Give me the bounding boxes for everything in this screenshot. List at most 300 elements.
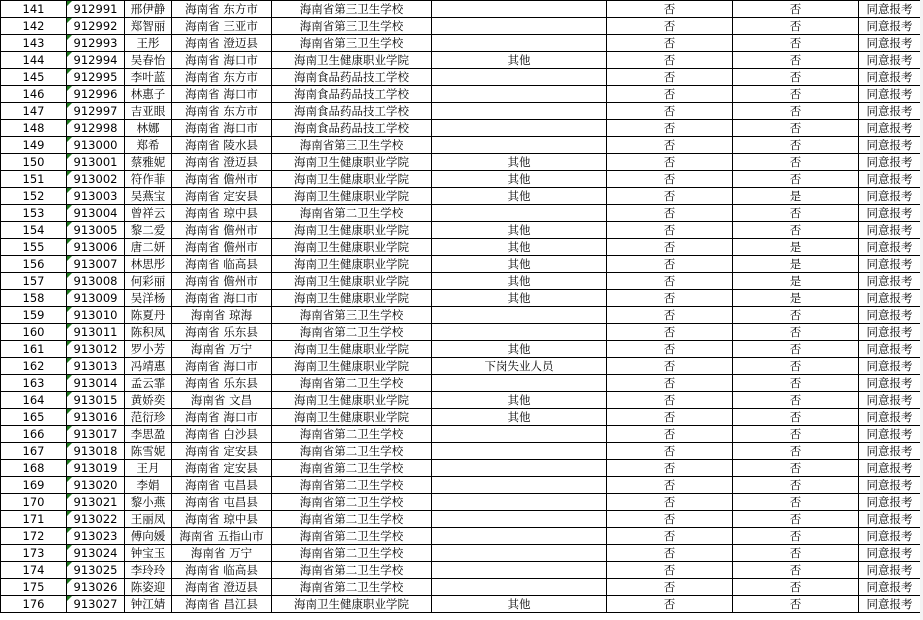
- status-cell[interactable]: 同意报考: [859, 545, 921, 562]
- category-cell[interactable]: [432, 86, 607, 103]
- id-cell[interactable]: 913009: [67, 290, 125, 307]
- address-cell[interactable]: 海南省 儋州市: [172, 222, 272, 239]
- address-cell[interactable]: 海南省 文昌: [172, 392, 272, 409]
- address-cell[interactable]: 海南省 儋州市: [172, 239, 272, 256]
- name-cell[interactable]: 冯靖惠: [125, 358, 172, 375]
- flag-1-cell[interactable]: 否: [607, 239, 733, 256]
- row-number-cell[interactable]: 168: [1, 460, 67, 477]
- category-cell[interactable]: [432, 545, 607, 562]
- status-cell[interactable]: 同意报考: [859, 324, 921, 341]
- id-cell[interactable]: 913027: [67, 596, 125, 613]
- category-cell[interactable]: [432, 18, 607, 35]
- address-cell[interactable]: 海南省 万宁: [172, 341, 272, 358]
- flag-2-cell[interactable]: 否: [733, 579, 859, 596]
- category-cell[interactable]: [432, 528, 607, 545]
- name-cell[interactable]: 吴燕宝: [125, 188, 172, 205]
- flag-1-cell[interactable]: 否: [607, 171, 733, 188]
- flag-1-cell[interactable]: 否: [607, 511, 733, 528]
- school-cell[interactable]: 海南省第二卫生学校: [272, 511, 432, 528]
- address-cell[interactable]: 海南省 白沙县: [172, 426, 272, 443]
- id-cell[interactable]: 913025: [67, 562, 125, 579]
- address-cell[interactable]: 海南省 临高县: [172, 562, 272, 579]
- flag-2-cell[interactable]: 否: [733, 171, 859, 188]
- status-cell[interactable]: 同意报考: [859, 154, 921, 171]
- category-cell[interactable]: [432, 103, 607, 120]
- name-cell[interactable]: 林惠子: [125, 86, 172, 103]
- address-cell[interactable]: 海南省 琼中县: [172, 511, 272, 528]
- status-cell[interactable]: 同意报考: [859, 477, 921, 494]
- flag-1-cell[interactable]: 否: [607, 205, 733, 222]
- address-cell[interactable]: 海南省 儋州市: [172, 171, 272, 188]
- row-number-cell[interactable]: 146: [1, 86, 67, 103]
- flag-2-cell[interactable]: 是: [733, 256, 859, 273]
- address-cell[interactable]: 海南省 屯昌县: [172, 477, 272, 494]
- name-cell[interactable]: 李叶蓝: [125, 69, 172, 86]
- status-cell[interactable]: 同意报考: [859, 409, 921, 426]
- row-number-cell[interactable]: 152: [1, 188, 67, 205]
- row-number-cell[interactable]: 155: [1, 239, 67, 256]
- flag-2-cell[interactable]: 否: [733, 35, 859, 52]
- address-cell[interactable]: 海南省 澄迈县: [172, 154, 272, 171]
- school-cell[interactable]: 海南省第二卫生学校: [272, 426, 432, 443]
- row-number-cell[interactable]: 145: [1, 69, 67, 86]
- flag-1-cell[interactable]: 否: [607, 528, 733, 545]
- id-cell[interactable]: 913008: [67, 273, 125, 290]
- name-cell[interactable]: 蔡雅妮: [125, 154, 172, 171]
- name-cell[interactable]: 何彩丽: [125, 273, 172, 290]
- category-cell[interactable]: [432, 1, 607, 18]
- row-number-cell[interactable]: 160: [1, 324, 67, 341]
- category-cell[interactable]: 其他: [432, 290, 607, 307]
- id-cell[interactable]: 913007: [67, 256, 125, 273]
- category-cell[interactable]: [432, 494, 607, 511]
- name-cell[interactable]: 吴春怡: [125, 52, 172, 69]
- flag-1-cell[interactable]: 否: [607, 35, 733, 52]
- status-cell[interactable]: 同意报考: [859, 120, 921, 137]
- category-cell[interactable]: 其他: [432, 341, 607, 358]
- flag-2-cell[interactable]: 否: [733, 18, 859, 35]
- flag-1-cell[interactable]: 否: [607, 324, 733, 341]
- id-cell[interactable]: 913005: [67, 222, 125, 239]
- school-cell[interactable]: 海南省第二卫生学校: [272, 460, 432, 477]
- address-cell[interactable]: 海南省 海口市: [172, 409, 272, 426]
- row-number-cell[interactable]: 157: [1, 273, 67, 290]
- flag-1-cell[interactable]: 否: [607, 477, 733, 494]
- row-number-cell[interactable]: 172: [1, 528, 67, 545]
- address-cell[interactable]: 海南省 三亚市: [172, 18, 272, 35]
- row-number-cell[interactable]: 171: [1, 511, 67, 528]
- row-number-cell[interactable]: 142: [1, 18, 67, 35]
- name-cell[interactable]: 黄娇奕: [125, 392, 172, 409]
- school-cell[interactable]: 海南省第二卫生学校: [272, 375, 432, 392]
- flag-2-cell[interactable]: 否: [733, 528, 859, 545]
- flag-2-cell[interactable]: 否: [733, 222, 859, 239]
- flag-2-cell[interactable]: 否: [733, 324, 859, 341]
- address-cell[interactable]: 海南省 五指山市: [172, 528, 272, 545]
- address-cell[interactable]: 海南省 琼海: [172, 307, 272, 324]
- address-cell[interactable]: 海南省 海口市: [172, 358, 272, 375]
- flag-1-cell[interactable]: 否: [607, 358, 733, 375]
- flag-1-cell[interactable]: 否: [607, 137, 733, 154]
- id-cell[interactable]: 913017: [67, 426, 125, 443]
- row-number-cell[interactable]: 174: [1, 562, 67, 579]
- flag-1-cell[interactable]: 否: [607, 426, 733, 443]
- status-cell[interactable]: 同意报考: [859, 273, 921, 290]
- flag-2-cell[interactable]: 否: [733, 205, 859, 222]
- category-cell[interactable]: [432, 460, 607, 477]
- address-cell[interactable]: 海南省 澄迈县: [172, 579, 272, 596]
- flag-1-cell[interactable]: 否: [607, 494, 733, 511]
- name-cell[interactable]: 符作菲: [125, 171, 172, 188]
- flag-2-cell[interactable]: 否: [733, 341, 859, 358]
- id-cell[interactable]: 913020: [67, 477, 125, 494]
- address-cell[interactable]: 海南省 东方市: [172, 69, 272, 86]
- name-cell[interactable]: 林娜: [125, 120, 172, 137]
- school-cell[interactable]: 海南省第二卫生学校: [272, 562, 432, 579]
- flag-1-cell[interactable]: 否: [607, 290, 733, 307]
- name-cell[interactable]: 钟宝玉: [125, 545, 172, 562]
- row-number-cell[interactable]: 161: [1, 341, 67, 358]
- flag-2-cell[interactable]: 否: [733, 562, 859, 579]
- flag-1-cell[interactable]: 否: [607, 392, 733, 409]
- row-number-cell[interactable]: 173: [1, 545, 67, 562]
- school-cell[interactable]: 海南卫生健康职业学院: [272, 392, 432, 409]
- flag-1-cell[interactable]: 否: [607, 562, 733, 579]
- id-cell[interactable]: 913010: [67, 307, 125, 324]
- status-cell[interactable]: 同意报考: [859, 426, 921, 443]
- category-cell[interactable]: 其他: [432, 52, 607, 69]
- address-cell[interactable]: 海南省 海口市: [172, 52, 272, 69]
- flag-2-cell[interactable]: 否: [733, 443, 859, 460]
- category-cell[interactable]: 其他: [432, 222, 607, 239]
- flag-2-cell[interactable]: 否: [733, 596, 859, 613]
- flag-2-cell[interactable]: 否: [733, 154, 859, 171]
- status-cell[interactable]: 同意报考: [859, 443, 921, 460]
- name-cell[interactable]: 郑智丽: [125, 18, 172, 35]
- flag-2-cell[interactable]: 否: [733, 511, 859, 528]
- name-cell[interactable]: 陈雪妮: [125, 443, 172, 460]
- school-cell[interactable]: 海南卫生健康职业学院: [272, 290, 432, 307]
- status-cell[interactable]: 同意报考: [859, 171, 921, 188]
- name-cell[interactable]: 傅向媛: [125, 528, 172, 545]
- name-cell[interactable]: 曾祥云: [125, 205, 172, 222]
- category-cell[interactable]: 其他: [432, 409, 607, 426]
- category-cell[interactable]: [432, 324, 607, 341]
- name-cell[interactable]: 郑希: [125, 137, 172, 154]
- row-number-cell[interactable]: 167: [1, 443, 67, 460]
- flag-2-cell[interactable]: 否: [733, 1, 859, 18]
- category-cell[interactable]: 其他: [432, 256, 607, 273]
- row-number-cell[interactable]: 141: [1, 1, 67, 18]
- flag-1-cell[interactable]: 否: [607, 188, 733, 205]
- name-cell[interactable]: 罗小芳: [125, 341, 172, 358]
- flag-2-cell[interactable]: 否: [733, 120, 859, 137]
- flag-2-cell[interactable]: 否: [733, 477, 859, 494]
- flag-1-cell[interactable]: 否: [607, 545, 733, 562]
- id-cell[interactable]: 912995: [67, 69, 125, 86]
- flag-1-cell[interactable]: 否: [607, 307, 733, 324]
- school-cell[interactable]: 海南省第二卫生学校: [272, 579, 432, 596]
- name-cell[interactable]: 李思盈: [125, 426, 172, 443]
- flag-1-cell[interactable]: 否: [607, 103, 733, 120]
- row-number-cell[interactable]: 154: [1, 222, 67, 239]
- category-cell[interactable]: [432, 137, 607, 154]
- status-cell[interactable]: 同意报考: [859, 205, 921, 222]
- id-cell[interactable]: 912998: [67, 120, 125, 137]
- status-cell[interactable]: 同意报考: [859, 103, 921, 120]
- row-number-cell[interactable]: 176: [1, 596, 67, 613]
- flag-1-cell[interactable]: 否: [607, 596, 733, 613]
- address-cell[interactable]: 海南省 陵水县: [172, 137, 272, 154]
- address-cell[interactable]: 海南省 屯昌县: [172, 494, 272, 511]
- category-cell[interactable]: [432, 375, 607, 392]
- status-cell[interactable]: 同意报考: [859, 137, 921, 154]
- category-cell[interactable]: [432, 477, 607, 494]
- category-cell[interactable]: [432, 443, 607, 460]
- school-cell[interactable]: 海南省第二卫生学校: [272, 494, 432, 511]
- name-cell[interactable]: 王彤: [125, 35, 172, 52]
- school-cell[interactable]: 海南卫生健康职业学院: [272, 256, 432, 273]
- id-cell[interactable]: 913000: [67, 137, 125, 154]
- school-cell[interactable]: 海南食品药品技工学校: [272, 120, 432, 137]
- row-number-cell[interactable]: 163: [1, 375, 67, 392]
- flag-1-cell[interactable]: 否: [607, 341, 733, 358]
- id-cell[interactable]: 913012: [67, 341, 125, 358]
- id-cell[interactable]: 912994: [67, 52, 125, 69]
- row-number-cell[interactable]: 166: [1, 426, 67, 443]
- flag-1-cell[interactable]: 否: [607, 256, 733, 273]
- flag-2-cell[interactable]: 否: [733, 86, 859, 103]
- status-cell[interactable]: 同意报考: [859, 562, 921, 579]
- address-cell[interactable]: 海南省 东方市: [172, 1, 272, 18]
- status-cell[interactable]: 同意报考: [859, 341, 921, 358]
- name-cell[interactable]: 吉亚眼: [125, 103, 172, 120]
- school-cell[interactable]: 海南卫生健康职业学院: [272, 358, 432, 375]
- name-cell[interactable]: 黎二爱: [125, 222, 172, 239]
- id-cell[interactable]: 912992: [67, 18, 125, 35]
- name-cell[interactable]: 黎小燕: [125, 494, 172, 511]
- id-cell[interactable]: 913015: [67, 392, 125, 409]
- address-cell[interactable]: 海南省 儋州市: [172, 273, 272, 290]
- flag-1-cell[interactable]: 否: [607, 375, 733, 392]
- flag-1-cell[interactable]: 否: [607, 460, 733, 477]
- address-cell[interactable]: 海南省 万宁: [172, 545, 272, 562]
- school-cell[interactable]: 海南卫生健康职业学院: [272, 596, 432, 613]
- school-cell[interactable]: 海南食品药品技工学校: [272, 86, 432, 103]
- flag-2-cell[interactable]: 否: [733, 392, 859, 409]
- row-number-cell[interactable]: 170: [1, 494, 67, 511]
- address-cell[interactable]: 海南省 东方市: [172, 103, 272, 120]
- school-cell[interactable]: 海南省第三卫生学校: [272, 1, 432, 18]
- status-cell[interactable]: 同意报考: [859, 35, 921, 52]
- category-cell[interactable]: 其他: [432, 154, 607, 171]
- id-cell[interactable]: 913022: [67, 511, 125, 528]
- category-cell[interactable]: 其他: [432, 188, 607, 205]
- school-cell[interactable]: 海南食品药品技工学校: [272, 103, 432, 120]
- status-cell[interactable]: 同意报考: [859, 511, 921, 528]
- name-cell[interactable]: 王月: [125, 460, 172, 477]
- status-cell[interactable]: 同意报考: [859, 579, 921, 596]
- name-cell[interactable]: 林思彤: [125, 256, 172, 273]
- id-cell[interactable]: 913023: [67, 528, 125, 545]
- school-cell[interactable]: 海南食品药品技工学校: [272, 69, 432, 86]
- row-number-cell[interactable]: 151: [1, 171, 67, 188]
- category-cell[interactable]: [432, 35, 607, 52]
- school-cell[interactable]: 海南卫生健康职业学院: [272, 341, 432, 358]
- status-cell[interactable]: 同意报考: [859, 392, 921, 409]
- row-number-cell[interactable]: 159: [1, 307, 67, 324]
- id-cell[interactable]: 912996: [67, 86, 125, 103]
- row-number-cell[interactable]: 148: [1, 120, 67, 137]
- status-cell[interactable]: 同意报考: [859, 460, 921, 477]
- name-cell[interactable]: 范衍珍: [125, 409, 172, 426]
- row-number-cell[interactable]: 143: [1, 35, 67, 52]
- flag-1-cell[interactable]: 否: [607, 222, 733, 239]
- flag-2-cell[interactable]: 否: [733, 103, 859, 120]
- address-cell[interactable]: 海南省 琼中县: [172, 205, 272, 222]
- id-cell[interactable]: 913019: [67, 460, 125, 477]
- school-cell[interactable]: 海南卫生健康职业学院: [272, 409, 432, 426]
- status-cell[interactable]: 同意报考: [859, 52, 921, 69]
- id-cell[interactable]: 912991: [67, 1, 125, 18]
- id-cell[interactable]: 913011: [67, 324, 125, 341]
- status-cell[interactable]: 同意报考: [859, 188, 921, 205]
- category-cell[interactable]: [432, 69, 607, 86]
- flag-2-cell[interactable]: 是: [733, 290, 859, 307]
- name-cell[interactable]: 陈积凤: [125, 324, 172, 341]
- category-cell[interactable]: [432, 511, 607, 528]
- status-cell[interactable]: 同意报考: [859, 239, 921, 256]
- category-cell[interactable]: [432, 205, 607, 222]
- flag-2-cell[interactable]: 否: [733, 460, 859, 477]
- school-cell[interactable]: 海南省第三卫生学校: [272, 137, 432, 154]
- category-cell[interactable]: [432, 307, 607, 324]
- name-cell[interactable]: 吴洋杨: [125, 290, 172, 307]
- school-cell[interactable]: 海南卫生健康职业学院: [272, 188, 432, 205]
- name-cell[interactable]: 陈夏丹: [125, 307, 172, 324]
- address-cell[interactable]: 海南省 乐东县: [172, 375, 272, 392]
- id-cell[interactable]: 913016: [67, 409, 125, 426]
- school-cell[interactable]: 海南卫生健康职业学院: [272, 273, 432, 290]
- flag-2-cell[interactable]: 否: [733, 52, 859, 69]
- flag-2-cell[interactable]: 否: [733, 137, 859, 154]
- row-number-cell[interactable]: 149: [1, 137, 67, 154]
- status-cell[interactable]: 同意报考: [859, 86, 921, 103]
- category-cell[interactable]: 下岗失业人员: [432, 358, 607, 375]
- status-cell[interactable]: 同意报考: [859, 596, 921, 613]
- address-cell[interactable]: 海南省 昌江县: [172, 596, 272, 613]
- id-cell[interactable]: 913021: [67, 494, 125, 511]
- flag-2-cell[interactable]: 否: [733, 426, 859, 443]
- school-cell[interactable]: 海南省第三卫生学校: [272, 18, 432, 35]
- name-cell[interactable]: 邢伊静: [125, 1, 172, 18]
- row-number-cell[interactable]: 144: [1, 52, 67, 69]
- name-cell[interactable]: 唐二妍: [125, 239, 172, 256]
- id-cell[interactable]: 913002: [67, 171, 125, 188]
- category-cell[interactable]: [432, 579, 607, 596]
- category-cell[interactable]: 其他: [432, 171, 607, 188]
- name-cell[interactable]: 孟云霏: [125, 375, 172, 392]
- address-cell[interactable]: 海南省 定安县: [172, 188, 272, 205]
- id-cell[interactable]: 913004: [67, 205, 125, 222]
- status-cell[interactable]: 同意报考: [859, 494, 921, 511]
- school-cell[interactable]: 海南卫生健康职业学院: [272, 239, 432, 256]
- flag-1-cell[interactable]: 否: [607, 579, 733, 596]
- id-cell[interactable]: 913014: [67, 375, 125, 392]
- status-cell[interactable]: 同意报考: [859, 528, 921, 545]
- address-cell[interactable]: 海南省 海口市: [172, 86, 272, 103]
- flag-2-cell[interactable]: 否: [733, 409, 859, 426]
- school-cell[interactable]: 海南省第三卫生学校: [272, 35, 432, 52]
- flag-1-cell[interactable]: 否: [607, 52, 733, 69]
- category-cell[interactable]: [432, 426, 607, 443]
- school-cell[interactable]: 海南卫生健康职业学院: [272, 222, 432, 239]
- name-cell[interactable]: 陈姿迎: [125, 579, 172, 596]
- status-cell[interactable]: 同意报考: [859, 1, 921, 18]
- id-cell[interactable]: 913006: [67, 239, 125, 256]
- row-number-cell[interactable]: 158: [1, 290, 67, 307]
- school-cell[interactable]: 海南省第二卫生学校: [272, 545, 432, 562]
- school-cell[interactable]: 海南省第二卫生学校: [272, 205, 432, 222]
- row-number-cell[interactable]: 153: [1, 205, 67, 222]
- status-cell[interactable]: 同意报考: [859, 290, 921, 307]
- id-cell[interactable]: 913026: [67, 579, 125, 596]
- category-cell[interactable]: 其他: [432, 273, 607, 290]
- row-number-cell[interactable]: 156: [1, 256, 67, 273]
- flag-1-cell[interactable]: 否: [607, 120, 733, 137]
- school-cell[interactable]: 海南省第二卫生学校: [272, 528, 432, 545]
- status-cell[interactable]: 同意报考: [859, 222, 921, 239]
- flag-1-cell[interactable]: 否: [607, 1, 733, 18]
- flag-2-cell[interactable]: 是: [733, 273, 859, 290]
- status-cell[interactable]: 同意报考: [859, 18, 921, 35]
- status-cell[interactable]: 同意报考: [859, 256, 921, 273]
- status-cell[interactable]: 同意报考: [859, 375, 921, 392]
- address-cell[interactable]: 海南省 海口市: [172, 120, 272, 137]
- flag-2-cell[interactable]: 否: [733, 69, 859, 86]
- flag-2-cell[interactable]: 否: [733, 307, 859, 324]
- name-cell[interactable]: 李娟: [125, 477, 172, 494]
- row-number-cell[interactable]: 162: [1, 358, 67, 375]
- flag-2-cell[interactable]: 是: [733, 188, 859, 205]
- school-cell[interactable]: 海南卫生健康职业学院: [272, 154, 432, 171]
- school-cell[interactable]: 海南省第三卫生学校: [272, 307, 432, 324]
- address-cell[interactable]: 海南省 定安县: [172, 443, 272, 460]
- address-cell[interactable]: 海南省 乐东县: [172, 324, 272, 341]
- row-number-cell[interactable]: 150: [1, 154, 67, 171]
- category-cell[interactable]: 其他: [432, 239, 607, 256]
- id-cell[interactable]: 913018: [67, 443, 125, 460]
- school-cell[interactable]: 海南卫生健康职业学院: [272, 171, 432, 188]
- row-number-cell[interactable]: 147: [1, 103, 67, 120]
- address-cell[interactable]: 海南省 澄迈县: [172, 35, 272, 52]
- flag-1-cell[interactable]: 否: [607, 69, 733, 86]
- flag-2-cell[interactable]: 否: [733, 358, 859, 375]
- flag-1-cell[interactable]: 否: [607, 18, 733, 35]
- id-cell[interactable]: 913001: [67, 154, 125, 171]
- status-cell[interactable]: 同意报考: [859, 69, 921, 86]
- row-number-cell[interactable]: 164: [1, 392, 67, 409]
- status-cell[interactable]: 同意报考: [859, 358, 921, 375]
- school-cell[interactable]: 海南省第二卫生学校: [272, 443, 432, 460]
- category-cell[interactable]: 其他: [432, 392, 607, 409]
- flag-1-cell[interactable]: 否: [607, 154, 733, 171]
- name-cell[interactable]: 王丽凤: [125, 511, 172, 528]
- school-cell[interactable]: 海南省第二卫生学校: [272, 477, 432, 494]
- id-cell[interactable]: 913003: [67, 188, 125, 205]
- flag-1-cell[interactable]: 否: [607, 273, 733, 290]
- school-cell[interactable]: 海南卫生健康职业学院: [272, 52, 432, 69]
